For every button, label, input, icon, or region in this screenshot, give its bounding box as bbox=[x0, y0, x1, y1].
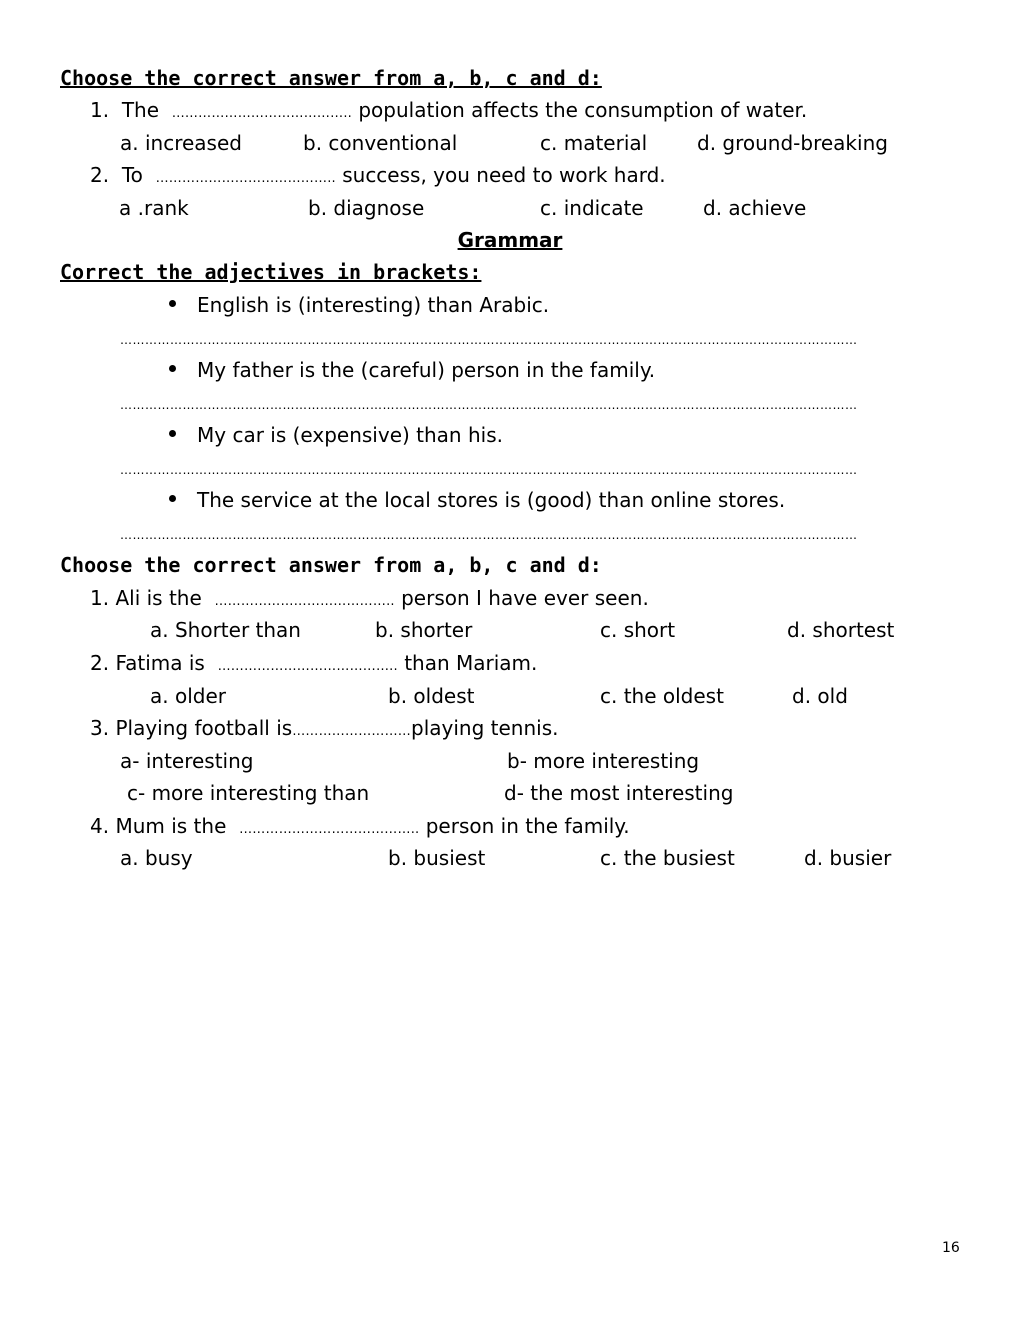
question-text-before: To bbox=[121, 163, 143, 187]
s1-q2-option-b: b. diagnose bbox=[308, 196, 425, 220]
question-text-before: Fatima is bbox=[115, 651, 205, 675]
s3-q4-option-d: d. busier bbox=[804, 846, 892, 870]
s3-question-4 bbox=[90, 813, 630, 843]
bullet-icon bbox=[169, 495, 176, 502]
answer-blank: ………………………………….. bbox=[217, 659, 398, 674]
section2-heading: Correct the adjectives in brackets: bbox=[60, 260, 482, 284]
question-number: 1. bbox=[90, 98, 110, 122]
answer-line-4: …………………………………………………………………………………………………………………………………………………………… bbox=[120, 528, 858, 542]
adjective-item-4: The service at the local stores is (good) than online stores. bbox=[197, 488, 786, 512]
s3-q2-option-c: c. the oldest bbox=[600, 684, 724, 708]
adjective-item-3: My car is (expensive) than his. bbox=[197, 423, 503, 447]
s3-q1-option-c: c. short bbox=[600, 618, 676, 642]
answer-line-1: …………………………………………………………………………………………………………………………………………………………… bbox=[120, 333, 858, 347]
s3-q1-option-b: b. shorter bbox=[375, 618, 473, 642]
bullet-icon bbox=[169, 430, 176, 437]
s3-q4-option-a: a. busy bbox=[120, 846, 193, 870]
answer-blank: ………………………………….. bbox=[171, 106, 352, 121]
s1-q1-option-d: d. ground-breaking bbox=[697, 131, 888, 155]
s1-q2-option-d: d. achieve bbox=[703, 196, 807, 220]
question-text-after: person in the family. bbox=[425, 814, 630, 838]
s1-q1-option-b: b. conventional bbox=[303, 131, 458, 155]
s3-q3-option-a: a- interesting bbox=[120, 749, 254, 773]
s3-q3-option-b: b- more interesting bbox=[507, 749, 700, 773]
s3-question-2 bbox=[90, 650, 537, 680]
s1-q2-option-c: c. indicate bbox=[540, 196, 644, 220]
question-text-after: population affects the consumption of water. bbox=[358, 98, 808, 122]
s3-q4-option-c: c. the busiest bbox=[600, 846, 735, 870]
question-number: 4. bbox=[90, 814, 110, 838]
question-text-before: Mum is the bbox=[115, 814, 227, 838]
s3-q1-option-a: a. Shorter than bbox=[150, 618, 301, 642]
answer-blank: ………………………………….. bbox=[239, 822, 420, 837]
bullet-icon bbox=[169, 300, 176, 307]
question-text-before: The bbox=[121, 98, 160, 122]
question-text-after: playing tennis. bbox=[411, 716, 559, 740]
s1-question-2 bbox=[90, 162, 666, 192]
s1-q1-option-a: a. increased bbox=[120, 131, 242, 155]
s1-question-1 bbox=[90, 97, 807, 127]
question-text-after: than Mariam. bbox=[404, 651, 538, 675]
question-number: 2. bbox=[90, 163, 110, 187]
s3-q3-option-d: d- the most interesting bbox=[504, 781, 734, 805]
s3-question-3 bbox=[90, 715, 558, 745]
s1-q1-option-c: c. material bbox=[540, 131, 648, 155]
s3-q2-option-b: b. oldest bbox=[388, 684, 475, 708]
question-number: 1. bbox=[90, 586, 110, 610]
adjective-item-2: My father is the (careful) person in the family. bbox=[197, 358, 656, 382]
question-text-before: Playing football is bbox=[115, 716, 293, 740]
s3-q1-option-d: d. shortest bbox=[787, 618, 895, 642]
s1-q2-option-a: a .rank bbox=[119, 196, 189, 220]
question-text-after: person I have ever seen. bbox=[401, 586, 649, 610]
page-number: 16 bbox=[942, 1240, 960, 1256]
adjective-item-1: English is (interesting) than Arabic. bbox=[197, 293, 550, 317]
bullet-icon bbox=[169, 365, 176, 372]
section3-heading: Choose the correct answer from a, b, c and d: bbox=[60, 553, 602, 577]
question-text-after: success, you need to work hard. bbox=[342, 163, 666, 187]
question-number: 2. bbox=[90, 651, 110, 675]
s3-question-1 bbox=[90, 585, 649, 615]
answer-line-2: …………………………………………………………………………………………………………………………………………………………… bbox=[120, 398, 858, 412]
s3-q4-option-b: b. busiest bbox=[388, 846, 486, 870]
question-number: 3. bbox=[90, 716, 110, 740]
answer-blank: ………………………………….. bbox=[155, 171, 336, 186]
answer-line-3: …………………………………………………………………………………………………………………………………………………………… bbox=[120, 463, 858, 477]
s3-q2-option-d: d. old bbox=[792, 684, 848, 708]
answer-blank: ……………………… bbox=[292, 724, 412, 739]
answer-blank: ………………………………….. bbox=[214, 594, 395, 609]
section1-heading: Choose the correct answer from a, b, c and d: bbox=[60, 66, 602, 90]
s3-q2-option-a: a. older bbox=[150, 684, 226, 708]
s3-q3-option-c: c- more interesting than bbox=[127, 781, 370, 805]
grammar-title: Grammar bbox=[457, 228, 563, 252]
question-text-before: Ali is the bbox=[115, 586, 202, 610]
